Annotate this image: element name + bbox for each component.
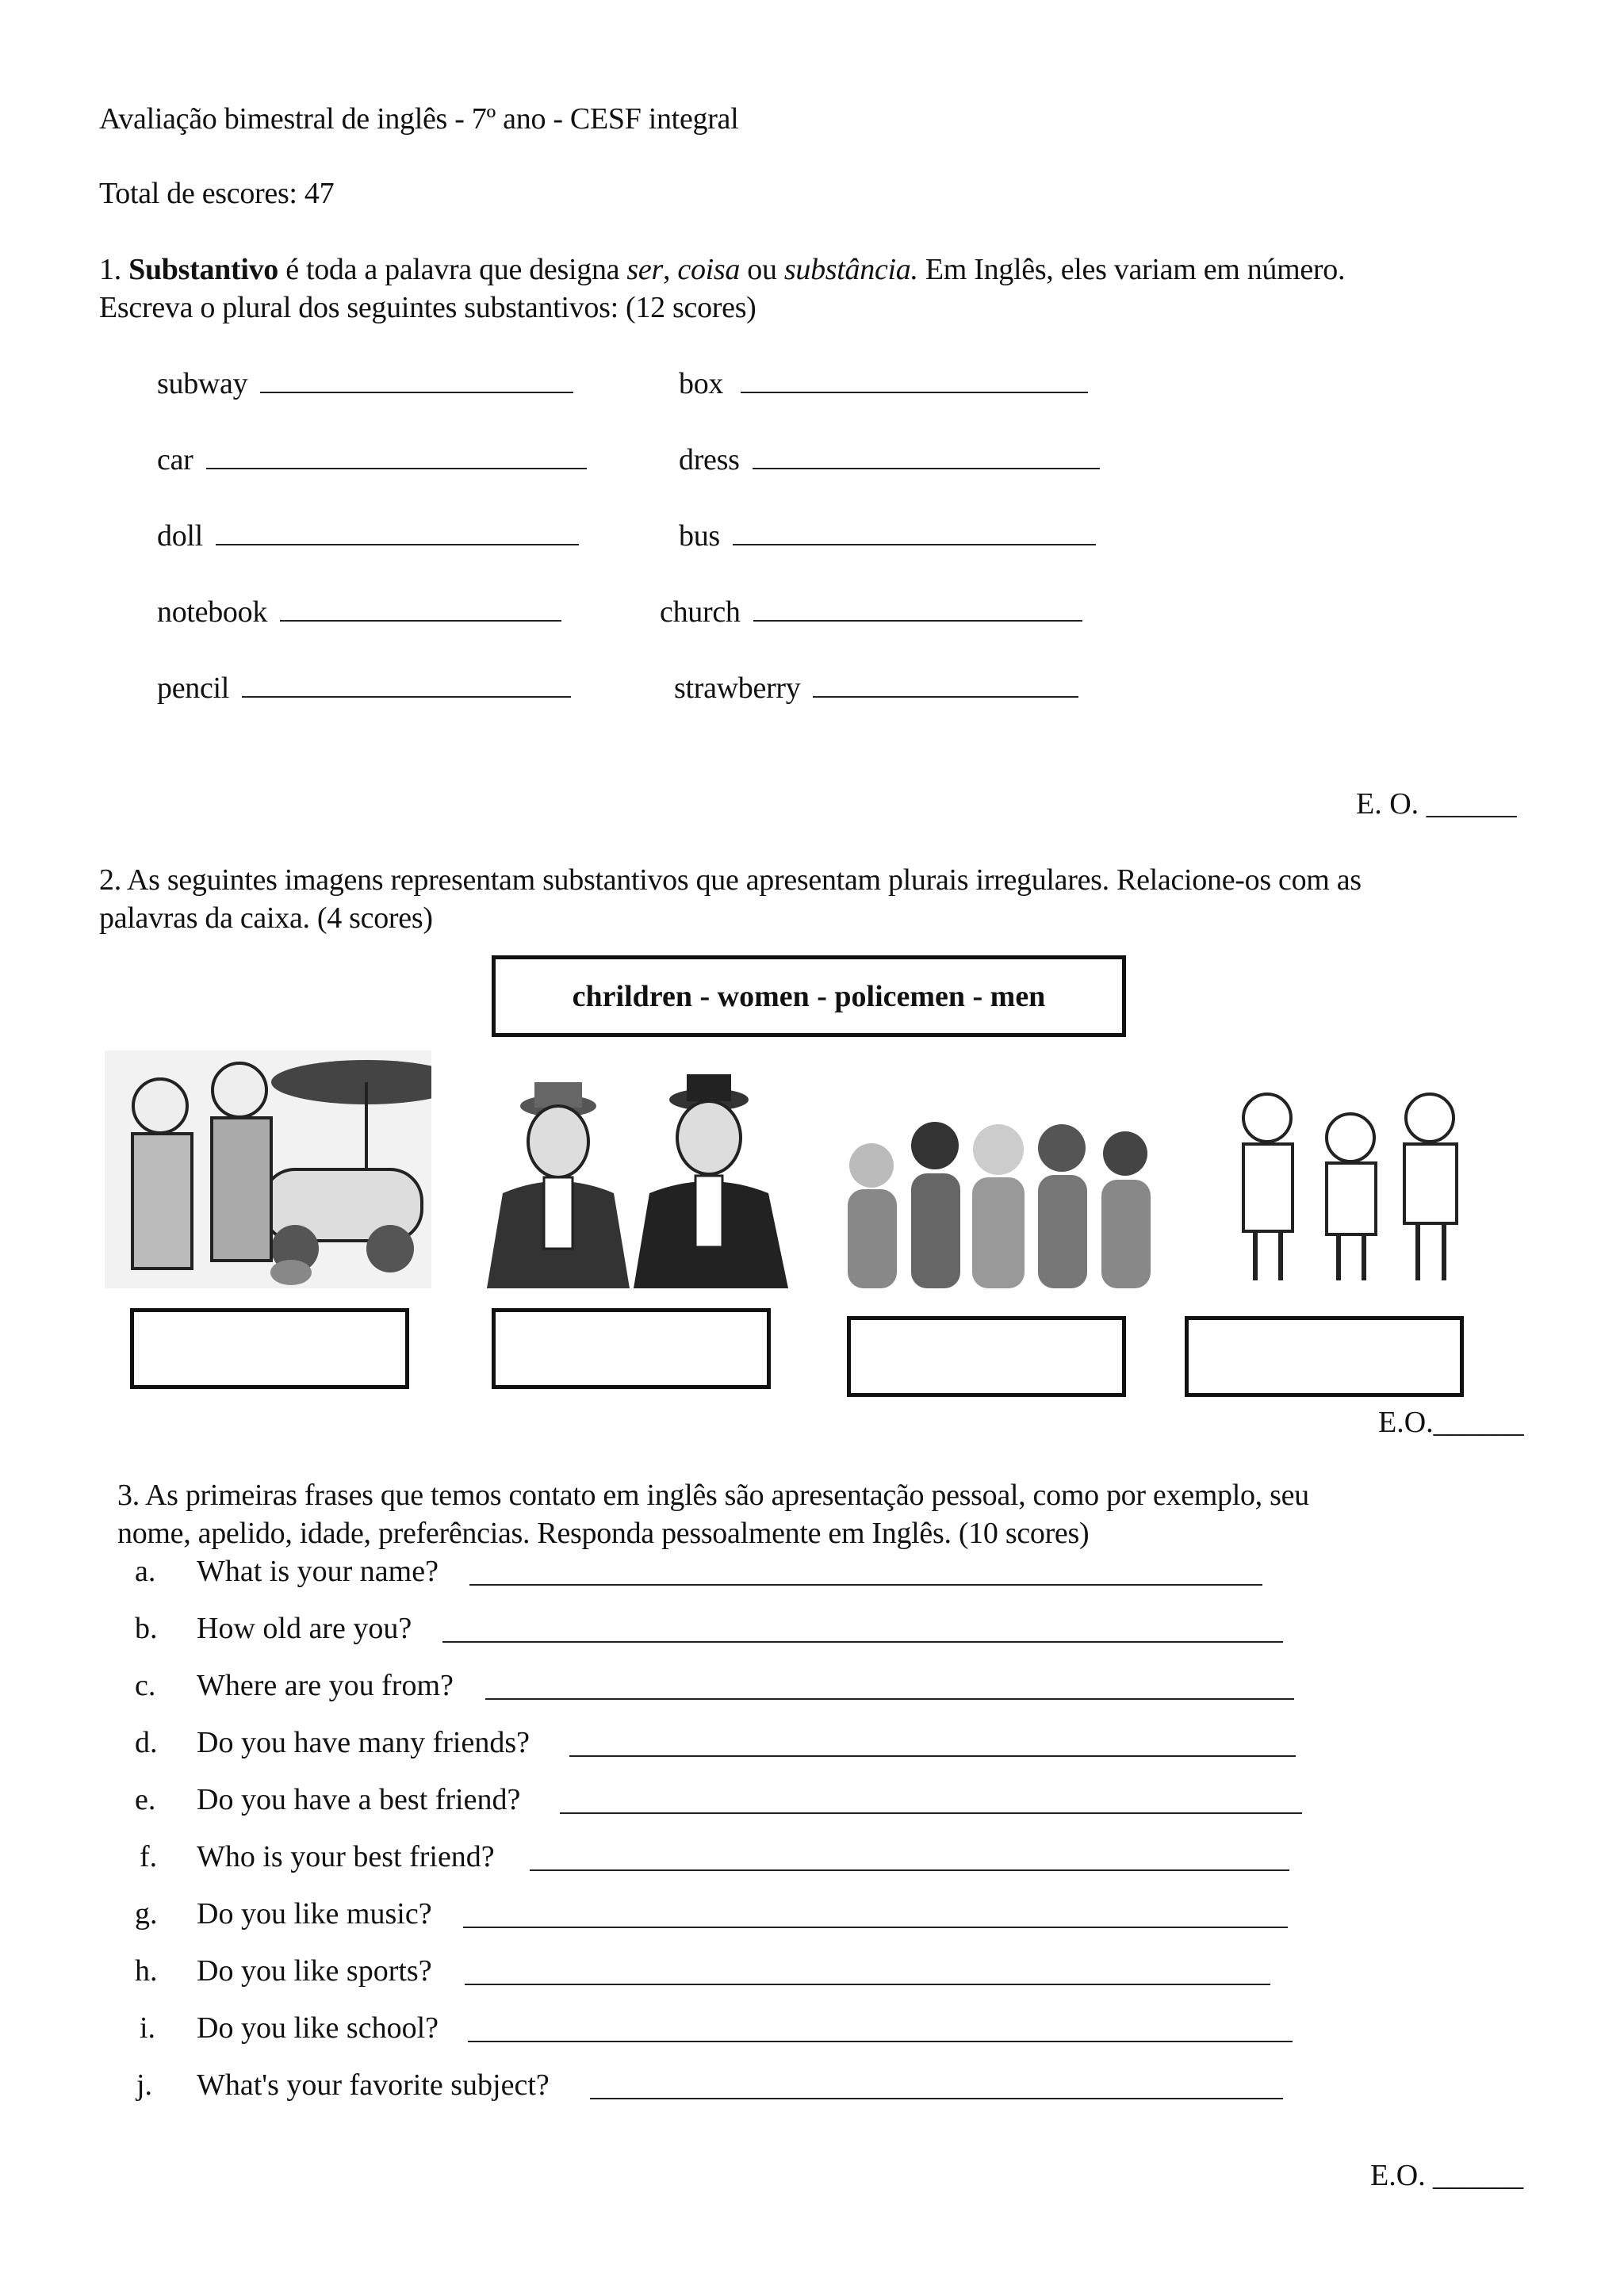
q3-letter: a.	[135, 1555, 156, 1588]
q1-line-2: Escreva o plural dos seguintes substantivos: (12 scores)	[99, 291, 756, 324]
q3-question: How old are you?	[197, 1612, 412, 1645]
q3-answer-line[interactable]	[485, 1697, 1294, 1700]
answer-box-children[interactable]	[1185, 1316, 1464, 1397]
plural-item-doll	[157, 519, 579, 553]
answer-blank[interactable]	[753, 596, 1082, 622]
q3-question: Do you like sports?	[197, 1954, 432, 1988]
q3-answer-line[interactable]	[442, 1640, 1283, 1643]
q3-question: Who is your best friend?	[197, 1840, 495, 1873]
word-label: notebook	[157, 595, 268, 629]
word-label: doll	[157, 519, 203, 553]
word-label: box	[679, 367, 724, 400]
answer-blank[interactable]	[216, 520, 579, 545]
q3-line-2: nome, apelido, idade, preferências. Responda pessoalmente em Inglês. (10 scores)	[117, 1517, 1090, 1550]
children-illustration	[1224, 1082, 1479, 1288]
q3-letter: f.	[140, 1840, 158, 1873]
answer-blank[interactable]	[260, 368, 573, 393]
q3-letter: e.	[135, 1783, 156, 1816]
answer-box-men[interactable]	[492, 1308, 771, 1389]
men-illustration	[471, 1074, 798, 1288]
plural-item-dress	[679, 442, 1100, 477]
q3-answer-line[interactable]	[465, 1982, 1270, 1985]
policemen-illustration	[105, 1050, 431, 1288]
q1-line-1	[99, 252, 1345, 287]
q3-question: Where are you from?	[197, 1669, 454, 1702]
q3-letter: d.	[135, 1726, 158, 1759]
q3-question: Do you have many friends?	[197, 1726, 530, 1759]
q2-score-field[interactable]: E.O.______	[1378, 1406, 1524, 1439]
answer-blank[interactable]	[242, 672, 571, 698]
plural-item-strawberry	[674, 671, 1078, 706]
q3-answer-line[interactable]	[560, 1811, 1302, 1814]
q3-letter: j.	[136, 2068, 153, 2102]
q3-answer-line[interactable]	[469, 1582, 1262, 1586]
q3-letter: g.	[135, 1897, 158, 1931]
q1-comma: ,	[662, 253, 678, 286]
q1-text-a: é toda a palavra que designa	[278, 253, 627, 286]
q3-question: Do you like school?	[197, 2011, 439, 2045]
q3-answer-line[interactable]	[530, 1868, 1289, 1871]
q3-letter: c.	[135, 1669, 156, 1702]
answer-blank[interactable]	[206, 444, 587, 469]
q3-question: Do you like music?	[197, 1897, 432, 1931]
q3-score-field[interactable]: E.O. ______	[1370, 2159, 1524, 2192]
plural-item-church	[660, 595, 1082, 629]
q2-line-1: 2. As seguintes imagens representam substantivos que apresentam plurais irregulares. Relacione-os com as	[99, 863, 1362, 897]
q3-answer-line[interactable]	[569, 1754, 1296, 1757]
q3-letter: b.	[135, 1612, 158, 1645]
q3-line-1: 3. As primeiras frases que temos contato em inglês são apresentação pessoal, como por exemplo, seu	[117, 1479, 1309, 1512]
q3-answer-line[interactable]	[463, 1925, 1288, 1928]
word-label: pencil	[157, 672, 230, 705]
plural-item-notebook	[157, 595, 561, 629]
plural-item-subway	[157, 366, 573, 401]
q1-ou: ou	[740, 253, 784, 286]
q1-score-field[interactable]: E. O. ______	[1356, 787, 1517, 821]
word-box: chrildren - women - policemen - men	[492, 955, 1126, 1037]
q1-number: 1.	[99, 253, 121, 286]
answer-blank[interactable]	[280, 596, 561, 622]
word-label: car	[157, 443, 193, 476]
word-label: subway	[157, 367, 248, 400]
plural-item-box	[679, 366, 1088, 401]
q2-line-2: palavras da caixa. (4 scores)	[99, 901, 433, 935]
total-scores: Total de escores: 47	[99, 177, 335, 210]
q3-question: What's your favorite subject?	[197, 2068, 550, 2102]
q1-term: Substantivo	[128, 253, 278, 286]
q1-substancia: substância.	[783, 253, 918, 286]
q3-question: What is your name?	[197, 1555, 439, 1588]
word-label: church	[660, 595, 741, 629]
women-illustration	[836, 1110, 1162, 1288]
answer-box-women[interactable]	[847, 1316, 1126, 1397]
q1-ser: ser	[626, 253, 663, 286]
answer-blank[interactable]	[733, 520, 1096, 545]
plural-item-bus	[679, 519, 1096, 553]
q1-coisa: coisa	[677, 253, 741, 286]
q3-letter: i.	[140, 2011, 156, 2045]
answer-blank[interactable]	[741, 368, 1088, 393]
plural-item-car	[157, 442, 587, 477]
word-label: strawberry	[674, 672, 801, 705]
answer-blank[interactable]	[753, 444, 1100, 469]
answer-box-policemen[interactable]	[130, 1308, 409, 1389]
answer-blank[interactable]	[813, 672, 1078, 698]
q1-text-b: Em Inglês, eles variam em número.	[917, 253, 1346, 286]
q3-letter: h.	[135, 1954, 158, 1988]
q3-question: Do you have a best friend?	[197, 1783, 521, 1816]
word-label: bus	[679, 519, 720, 553]
q3-answer-line[interactable]	[590, 2096, 1283, 2099]
page-title: Avaliação bimestral de inglês - 7º ano - CESF integral	[99, 102, 739, 136]
q3-answer-line[interactable]	[468, 2039, 1293, 2042]
plural-item-pencil	[157, 671, 571, 706]
word-label: dress	[679, 443, 740, 476]
